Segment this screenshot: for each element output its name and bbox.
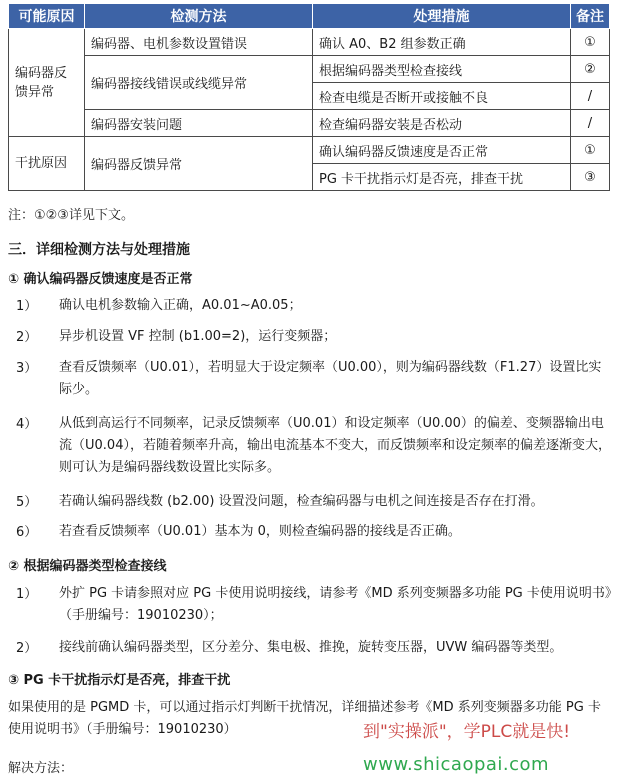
list-item-number: 2） <box>16 641 38 656</box>
note-cell: ① <box>571 137 610 164</box>
diagnosis-table <box>8 3 610 191</box>
subsection-title-2: ② 根据编码器类型检查接线 <box>8 559 167 574</box>
watermark-url: www.shicaopai.com <box>363 754 550 775</box>
list-item <box>8 326 613 348</box>
header-cause: 可能原因 <box>9 4 85 29</box>
list-item-text: 异步机设置 VF 控制 (b1.00=2)，运行变频器； <box>59 329 337 344</box>
subsection-title-1: ① 确认编码器反馈速度是否正常 <box>8 272 193 287</box>
table-row <box>9 56 610 83</box>
list-item <box>8 521 613 543</box>
table-row <box>9 137 610 164</box>
list-item <box>8 491 613 513</box>
method-cell: 编码器反馈异常 <box>85 137 313 191</box>
note-cell: / <box>571 83 610 110</box>
action-cell: PG 卡干扰指示灯是否亮，排查干扰 <box>313 164 571 191</box>
list-item-number: 2） <box>16 330 38 345</box>
table-row <box>9 29 610 56</box>
action-cell: 确认 A0、B2 组参数正确 <box>313 29 571 56</box>
list-item <box>8 295 613 317</box>
action-cell: 确认编码器反馈速度是否正常 <box>313 137 571 164</box>
header-action: 处理措施 <box>313 4 571 29</box>
note-cell: ③ <box>571 164 610 191</box>
note-cell: ② <box>571 56 610 83</box>
note-cell: / <box>571 110 610 137</box>
list-item-number: 4） <box>16 417 38 432</box>
list-item <box>8 413 613 479</box>
watermark-slogan: 到"实操派"，学PLC就是快! <box>363 722 571 742</box>
list-item-text: 接线前确认编码器类型，区分差分、集电极、推挽，旋转变压器，UVW 编码器等类型。 <box>59 640 563 655</box>
cause-cell: 干扰原因 <box>9 137 85 191</box>
cause-cell: 编码器反馈异常 <box>9 29 85 137</box>
list-item-text: 若查看反馈频率（U0.01）基本为 0，则检查编码器的接线是否正确。 <box>59 524 461 539</box>
action-cell: 根据编码器类型检查接线 <box>313 56 571 83</box>
table-note: 注：①②③详见下文。 <box>8 208 134 223</box>
list-item-text: 查看反馈频率（U0.01），若明显大于设定频率（U0.00），则为编码器线数（F1.27）设置比实际少。 <box>59 360 602 397</box>
table-row <box>9 110 610 137</box>
list-item <box>8 357 613 401</box>
list-item-text: 从低到高运行不同频率，记录反馈频率（U0.01）和设定频率（U0.00）的偏差、变频器输出电流（U0.04），若随着频率升高，输出电流基本不变大，而反馈频率和设定频率的偏差逐渐变大，则可认为是编码器线数设置比实际多。 <box>59 416 611 475</box>
list-item-number: 6） <box>16 525 38 540</box>
subsection-title-3: ③ PG 卡干扰指示灯是否亮，排查干扰 <box>8 673 231 688</box>
note-cell: ① <box>571 29 610 56</box>
list-item-text: 若确认编码器线数 (b2.00) 设置没问题，检查编码器与电机之间连接是否存在打滑。 <box>59 494 544 509</box>
method-cell: 编码器接线错误或线缆异常 <box>85 56 313 110</box>
list-item-number: 5） <box>16 495 38 510</box>
method-cell: 编码器、电机参数设置错误 <box>85 29 313 56</box>
subsection-3-paragraph: 如果使用的是 PGMD 卡，可以通过指示灯判断干扰情况，详细描述参考《MD 系列变频器多功能 PG 卡使用说明书》（手册编号：19010230） <box>8 700 601 737</box>
list-item <box>8 583 613 627</box>
list-item-number: 3） <box>16 361 38 376</box>
table-header-row <box>9 4 610 29</box>
action-cell: 检查编码器安装是否松动 <box>313 110 571 137</box>
list-item <box>8 637 613 659</box>
method-cell: 编码器安装问题 <box>85 110 313 137</box>
section-title: 三．详细检测方法与处理措施 <box>8 242 190 258</box>
list-item-text: 确认电机参数输入正确，A0.01~A0.05； <box>59 298 302 313</box>
action-cell: 检查电缆是否断开或接触不良 <box>313 83 571 110</box>
solution-label: 解决方法： <box>8 761 74 776</box>
list-item-text: 外扩 PG 卡请参照对应 PG 卡使用说明接线，请参考《MD 系列变频器多功能 PG 卡使用说明书》（手册编号：19010230）； <box>59 586 612 623</box>
list-item-number: 1） <box>16 587 38 602</box>
header-note: 备注 <box>571 4 610 29</box>
header-method: 检测方法 <box>85 4 313 29</box>
list-item-number: 1） <box>16 299 38 314</box>
